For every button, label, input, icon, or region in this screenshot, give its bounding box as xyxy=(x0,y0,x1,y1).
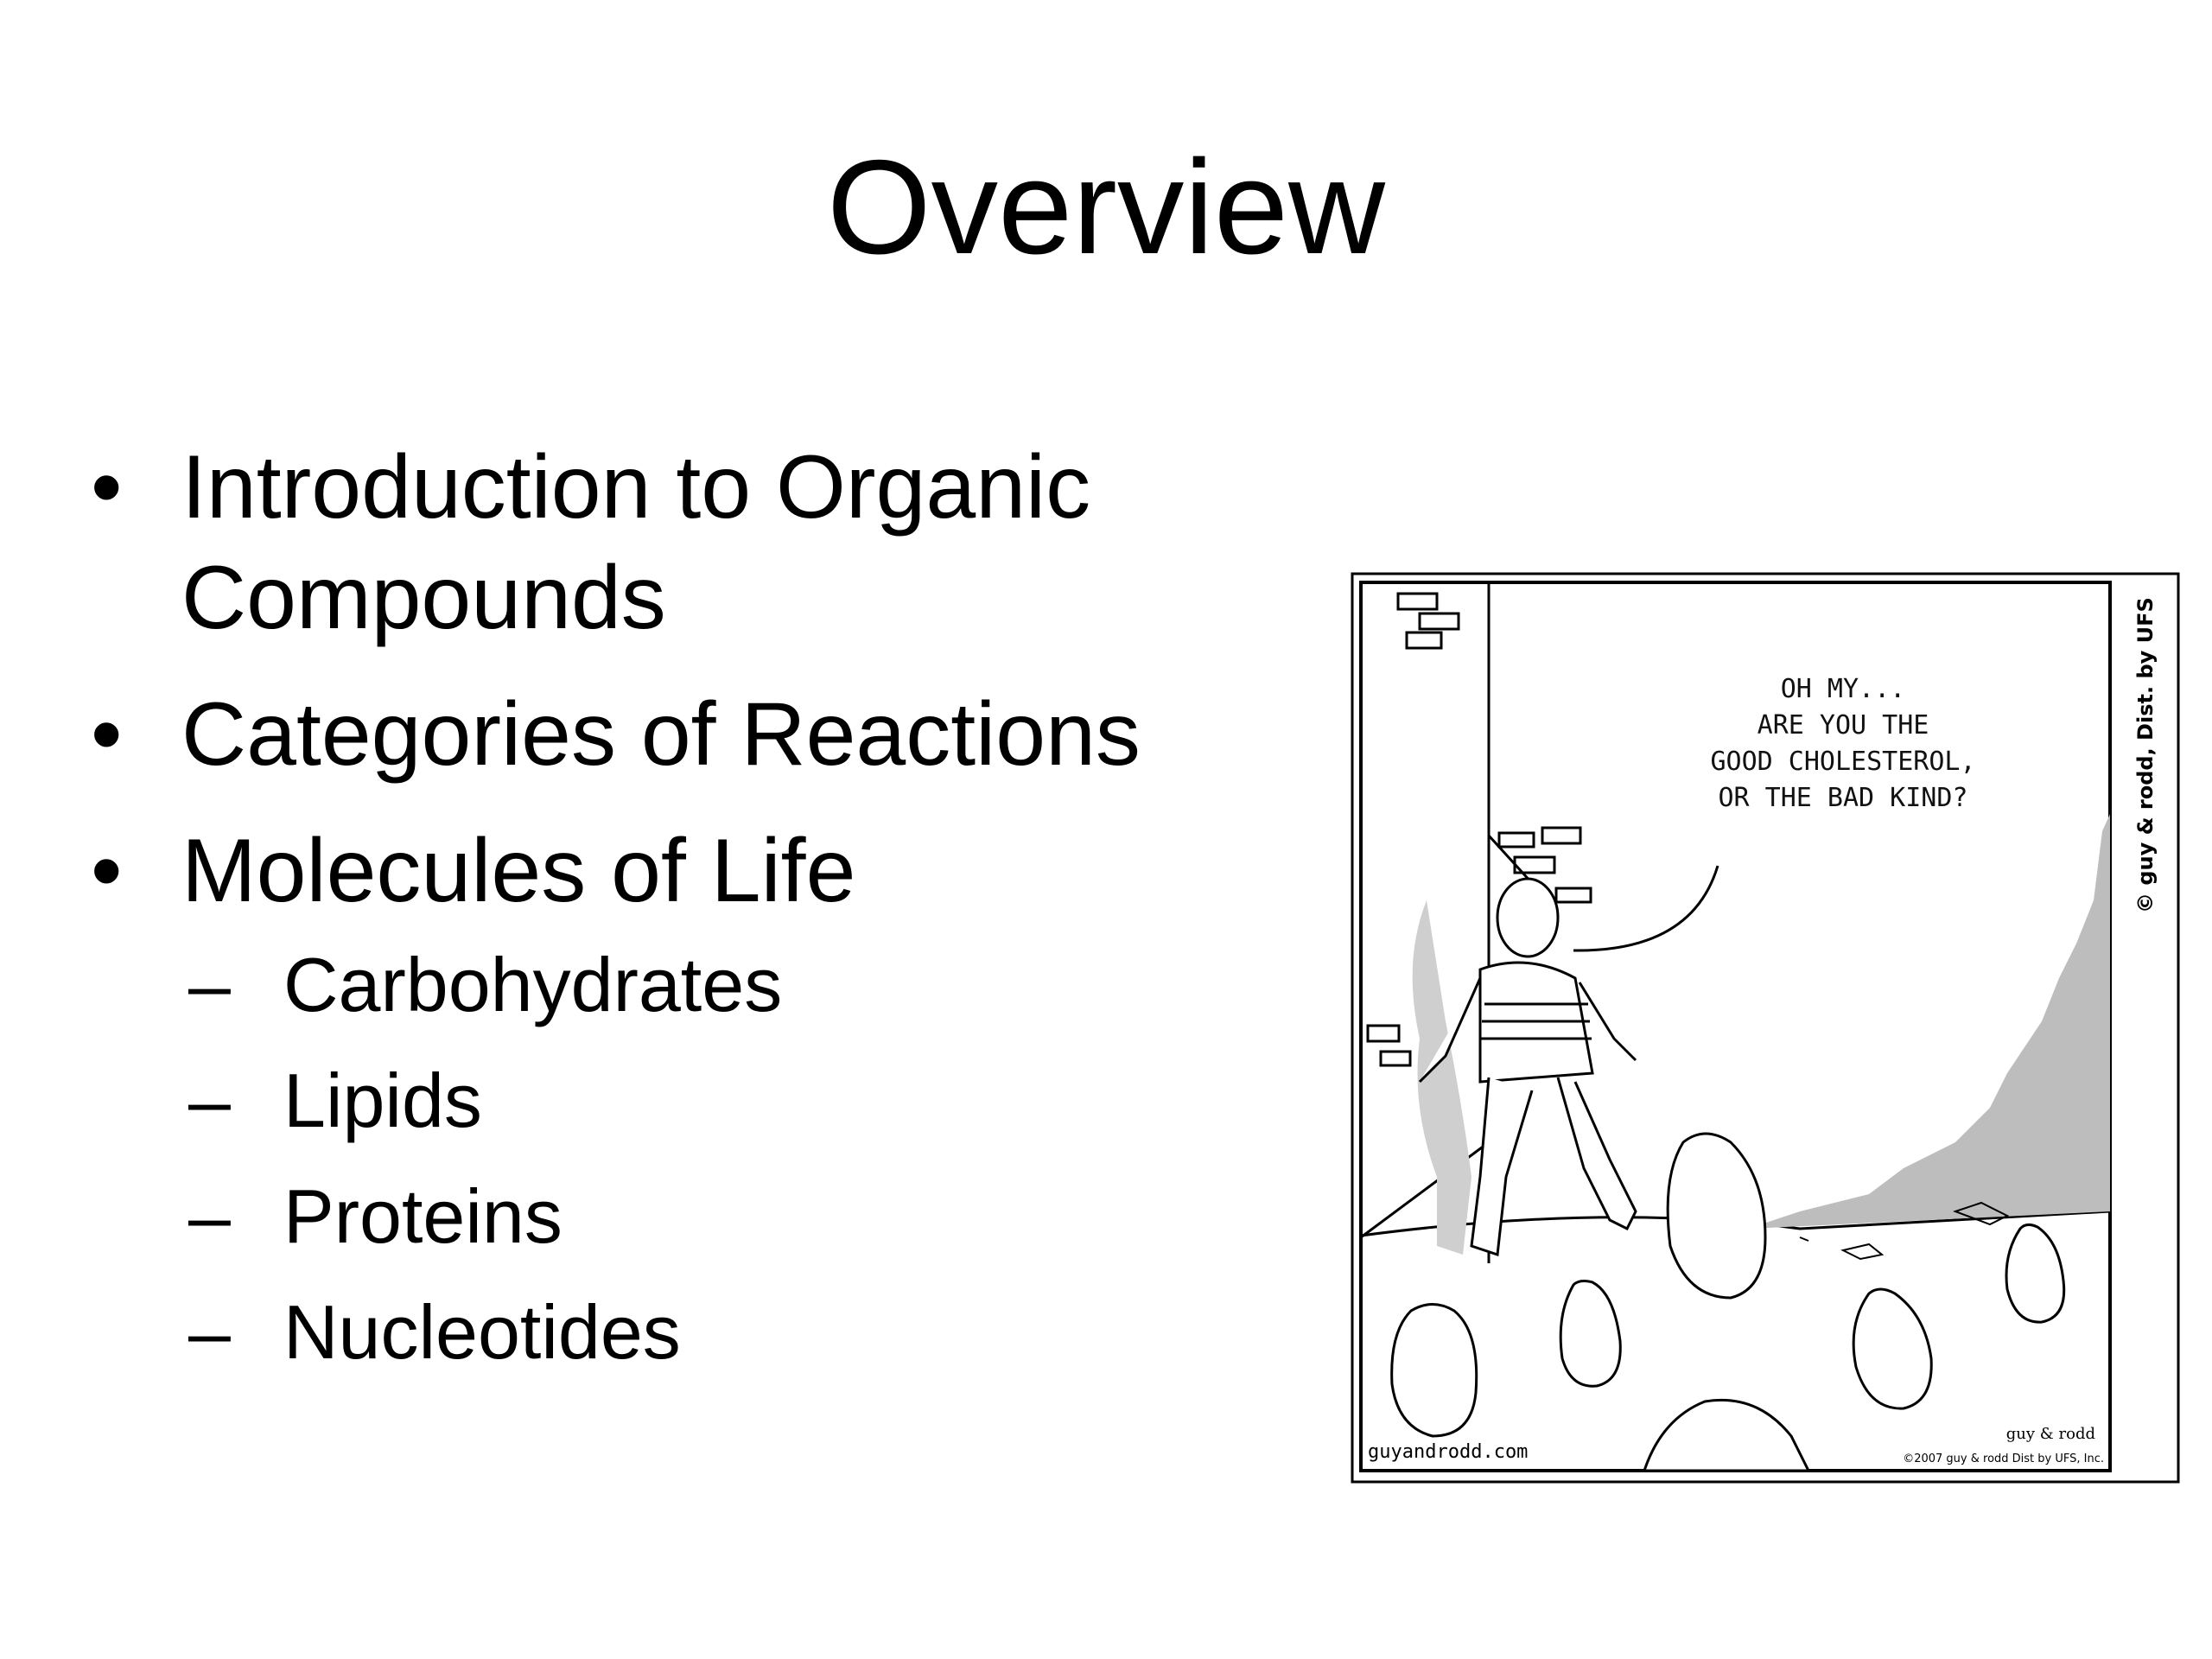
sub-bullet-text: Proteins xyxy=(283,1173,563,1259)
sub-bullet-item xyxy=(181,1054,1300,1147)
side-credit: © guy & rodd, Dist. by UFS xyxy=(2133,597,2158,913)
sub-bullet-marker: – xyxy=(188,942,231,1027)
slide-title: Overview xyxy=(827,132,1385,282)
speech-line: OR THE BAD KIND? xyxy=(1718,783,1968,813)
sub-bullet-item xyxy=(181,938,1300,1032)
bullet-marker: • xyxy=(91,684,123,785)
speech-line: ARE YOU THE xyxy=(1757,710,1929,741)
bullet-item xyxy=(91,679,1300,790)
speech-line: GOOD CHOLESTEROL, xyxy=(1710,747,1976,777)
bullet-marker: • xyxy=(91,437,123,537)
comic-copyright: ©2007 guy & rodd Dist by UFS, Inc. xyxy=(1903,1452,2104,1465)
sub-bullet-marker: – xyxy=(188,1173,231,1259)
cholesterol-comic xyxy=(1351,572,2180,1484)
comic-website: guyandrodd.com xyxy=(1368,1441,1529,1463)
sub-bullet-text: Nucleotides xyxy=(283,1289,681,1375)
sub-bullet-text: Lipids xyxy=(283,1058,482,1143)
comic-signature: guy & rodd xyxy=(2005,1425,2095,1443)
sub-bullet-item xyxy=(181,1170,1300,1263)
bullet-marker: • xyxy=(91,821,123,921)
bullet-text: Introduction to Organic Compounds xyxy=(181,437,1091,648)
bullet-item xyxy=(91,816,1300,1379)
bullet-text: Molecules of Life xyxy=(181,821,856,921)
bullet-list xyxy=(91,432,1300,1405)
bullet-text: Categories of Reactions xyxy=(181,684,1141,785)
speech-line: OH MY... xyxy=(1780,674,1906,704)
bullet-item xyxy=(91,432,1300,653)
sub-bullet-marker: – xyxy=(188,1058,231,1143)
sub-bullet-list xyxy=(181,938,1300,1379)
sub-bullet-item xyxy=(181,1286,1300,1379)
sub-bullet-marker: – xyxy=(188,1289,231,1375)
sub-bullet-text: Carbohydrates xyxy=(283,942,783,1027)
comic-panel-border xyxy=(1361,582,2110,1471)
